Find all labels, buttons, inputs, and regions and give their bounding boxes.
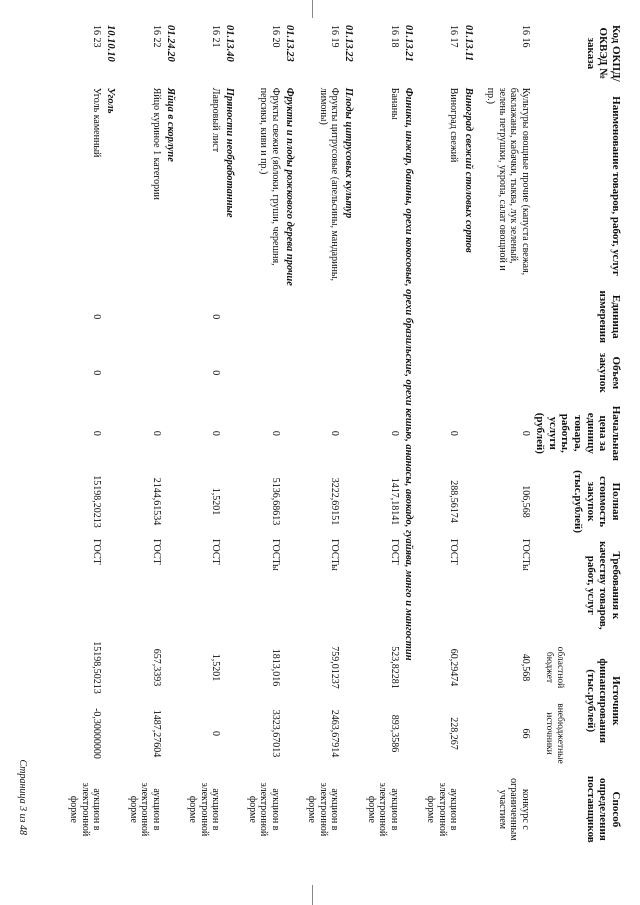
header-unit: Единица измерения xyxy=(597,290,622,344)
cell-extra-budget: -0,30000000 xyxy=(91,708,103,759)
cell-name: Уголь каменный xyxy=(91,87,103,158)
cell-requirements: ГОСТ xyxy=(150,539,162,565)
cell-extra-budget: 0 xyxy=(210,731,222,736)
header-price: Начальная цена за единицу товара, работы, услуги (рублей) xyxy=(534,405,622,461)
cell-unit xyxy=(479,287,532,346)
group-name: Плоды цитрусовых культур xyxy=(343,87,355,219)
group-name: Виноград свежий столовых сортов xyxy=(462,87,474,253)
cell-name: Фрукты цитрусовые (апельсины, мандарины, лимоны) xyxy=(317,87,341,282)
cell-extra-budget: 3323,67013 xyxy=(269,709,281,758)
cell-volume: 0 xyxy=(210,370,222,376)
cell-extra-budget: 228,267 xyxy=(448,717,460,750)
cell-unit xyxy=(240,287,282,346)
header-requirements: Требования к качеству товаров, работ, услуг xyxy=(584,541,622,630)
cell-extra-budget: 2463,67914 xyxy=(329,709,341,758)
cell-volume: 0 xyxy=(91,370,103,376)
cell-code: 16 17 xyxy=(448,25,460,48)
cell-price: 0 xyxy=(269,430,281,436)
cell-code: 16 19 xyxy=(329,25,341,48)
cell-extra-budget: 66 xyxy=(519,728,531,739)
page-footer: Страница 3 из 48 xyxy=(17,759,28,835)
cell-code: 16 20 xyxy=(269,25,281,48)
cell-method: аукцион в электронной форме xyxy=(246,782,281,837)
cell-regional-budget: 60,29474 xyxy=(448,648,460,687)
header-total: Полная стоимость закупок (тыс.рублей) xyxy=(572,470,622,534)
cell-requirements: ГОСТ xyxy=(91,539,103,565)
table-row xyxy=(300,22,342,852)
cell-regional-budget: 1,5201 xyxy=(210,653,222,682)
group-name: Фрукты и плоды рожкового дерева прочие xyxy=(283,87,295,286)
table-row xyxy=(181,22,223,852)
cell-volume xyxy=(121,346,163,399)
table-group-row xyxy=(103,22,121,852)
cell-method: аукцион в электронной форме xyxy=(127,782,162,837)
cell-requirements: ГОСТы xyxy=(269,539,281,571)
group-code: 01.24.20 xyxy=(164,25,176,62)
cell-code: 16 23 xyxy=(91,25,103,48)
group-name: Яйца в скорлупе xyxy=(164,87,176,162)
cell-total: 106,568 xyxy=(519,485,531,518)
cell-total: 2144,61534 xyxy=(150,477,162,526)
cell-regional-budget: 40,568 xyxy=(519,653,531,682)
cell-unit: 0 xyxy=(210,314,222,320)
group-code: 01.13.40 xyxy=(224,25,236,62)
cell-price: 0 xyxy=(150,430,162,436)
header-source-regional: областной бюджет xyxy=(543,646,565,689)
table-row xyxy=(479,22,532,852)
header-method: Способ определения поставщиков xyxy=(584,776,622,843)
cell-volume xyxy=(300,346,342,399)
table-row xyxy=(359,22,401,852)
cell-requirements: ГОСТы xyxy=(329,539,341,571)
table-group-row xyxy=(460,22,478,852)
cell-price: 0 xyxy=(91,430,103,436)
header-code: Код ОКПД/ ОКВЭД № заказа xyxy=(584,25,622,82)
group-code: 10.10.10 xyxy=(105,25,117,62)
cell-method: аукцион в электронной форме xyxy=(187,782,222,837)
cell-regional-budget: 15198,50213 xyxy=(91,641,103,694)
table-group-row xyxy=(401,22,419,852)
cell-price: 0 xyxy=(329,430,341,436)
cell-unit xyxy=(359,287,401,346)
cell-method: конкурс с ограниченным участием xyxy=(496,778,531,841)
cell-code: 16 22 xyxy=(150,25,162,48)
table-row xyxy=(419,22,461,852)
cell-volume xyxy=(479,346,532,399)
cell-price: 0 xyxy=(388,430,400,436)
cell-volume xyxy=(359,346,401,399)
cell-regional-budget: 1813,016 xyxy=(269,648,281,687)
table-header-row xyxy=(567,22,624,852)
table-row xyxy=(240,22,282,852)
cell-volume xyxy=(419,346,461,399)
cell-method: аукцион в электронной форме xyxy=(425,782,460,837)
cell-extra-budget: 893,3586 xyxy=(388,714,400,753)
table-row xyxy=(62,22,104,852)
cell-name: Фрукты свежие (яблоки, груши, черешня, персики, киви и пр.) xyxy=(258,87,281,266)
cell-price: 0 xyxy=(210,430,222,436)
group-code: 01.13.11 xyxy=(462,25,474,62)
cell-method: аукцион в электронной форме xyxy=(306,782,341,837)
cell-requirements: ГОСТ xyxy=(388,539,400,565)
cell-code: 16 16 xyxy=(519,25,531,48)
cell-total: 3222,69151 xyxy=(329,477,341,526)
table-body xyxy=(62,22,532,852)
cell-method: аукцион в электронной форме xyxy=(365,782,400,837)
group-code: 01.13.23 xyxy=(283,25,295,62)
cell-unit: 0 xyxy=(91,314,103,320)
cell-unit xyxy=(300,287,342,346)
cell-regional-budget: 657,3393 xyxy=(150,648,162,687)
header-source: Источник финансирования (тыс.рублей) xyxy=(584,658,622,744)
cell-requirements: ГОСТ xyxy=(210,539,222,565)
header-volume: Объем закупок xyxy=(597,352,622,393)
cell-extra-budget: 1487,27604 xyxy=(150,709,162,758)
cell-name: Яйцо куриное 1 категории xyxy=(150,87,162,200)
cell-name: Лавровый лист xyxy=(210,87,222,153)
header-source-extra: внебюджетные источники xyxy=(543,703,565,764)
group-code: 01.13.21 xyxy=(402,25,414,62)
cell-price: 0 xyxy=(519,430,531,436)
group-code: 01.13.22 xyxy=(343,25,355,62)
table-group-row xyxy=(222,22,240,852)
cell-total: 1,5201 xyxy=(210,487,222,516)
cell-code: 16 18 xyxy=(388,25,400,48)
header-name: Наименование товаров, работ, услуг xyxy=(610,96,622,277)
cell-unit xyxy=(121,287,163,346)
cell-total: 288,56174 xyxy=(448,480,460,523)
cell-regional-budget: 759,01237 xyxy=(329,646,341,689)
cell-total: 5136,68613 xyxy=(269,477,281,526)
cell-regional-budget: 523,82281 xyxy=(388,646,400,689)
cell-name: Бананы xyxy=(388,87,400,120)
cell-total: 15198,20213 xyxy=(91,475,103,528)
cell-requirements: ГОСТ xyxy=(448,539,460,565)
cell-method: аукцион в электронной форме xyxy=(68,782,103,837)
procurement-table xyxy=(62,22,624,852)
group-name: Уголь xyxy=(105,87,117,114)
table-group-row xyxy=(341,22,359,852)
cell-unit xyxy=(419,287,461,346)
table-row xyxy=(121,22,163,852)
cell-requirements: ГОСТы xyxy=(519,539,531,571)
cell-volume xyxy=(240,346,282,399)
cell-price: 0 xyxy=(448,430,460,436)
cell-name: Культуры овощные прочие (капуста свежая, баклажаны, кабачки, тыква, лук зеленый, зелень петрушки, укропа, салат овощной и пр.) xyxy=(485,87,531,276)
group-name: Финики, инжир, бананы, орехи кокосовые, орехи бразильские, орехи кешью, ананасы, авокадо, гуайява, манго и мангостин xyxy=(402,87,414,661)
table-group-row xyxy=(282,22,300,852)
group-name: Пряности необработанные xyxy=(224,87,236,218)
table-group-row xyxy=(163,22,181,852)
cell-total: 1417,18141 xyxy=(388,477,400,526)
cell-name: Виноград свежий xyxy=(448,87,460,163)
cell-code: 16 21 xyxy=(210,25,222,48)
